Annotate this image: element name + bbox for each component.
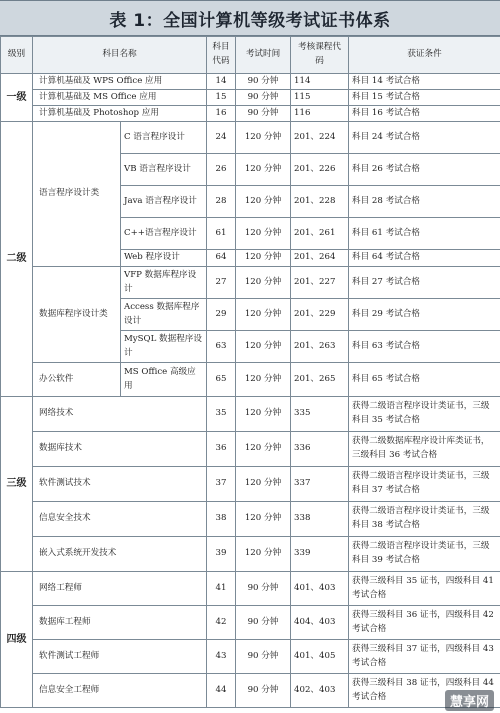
cert-condition: 科目 29 考试合格 — [349, 299, 500, 331]
exam-time: 120 分钟 — [236, 186, 291, 218]
table-row — [1, 606, 500, 640]
subject-code: 29 — [207, 299, 236, 331]
course-code: 201、265 — [291, 363, 349, 397]
subject-name: 数据库技术 — [33, 432, 207, 467]
subject-name: 计算机基础及 WPS Office 应用 — [33, 74, 207, 90]
table-row — [1, 502, 500, 537]
course-code: 201、263 — [291, 331, 349, 363]
exam-time: 120 分钟 — [236, 331, 291, 363]
exam-time: 90 分钟 — [236, 674, 291, 708]
course-code: 404、403 — [291, 606, 349, 640]
exam-time: 120 分钟 — [236, 218, 291, 250]
subject-code: 15 — [207, 90, 236, 106]
level-cell-1: 一级 — [1, 74, 33, 122]
header-level: 级别 — [1, 37, 33, 74]
subject-name: C 语言程序设计 — [121, 122, 207, 154]
cert-condition: 科目 24 考试合格 — [349, 122, 500, 154]
course-code: 339 — [291, 537, 349, 572]
course-code: 114 — [291, 74, 349, 90]
course-code: 402、403 — [291, 674, 349, 708]
cert-condition: 科目 28 考试合格 — [349, 186, 500, 218]
subject-code: 65 — [207, 363, 236, 397]
subject-code: 24 — [207, 122, 236, 154]
exam-time: 90 分钟 — [236, 572, 291, 606]
exam-time: 120 分钟 — [236, 467, 291, 502]
level-cell-3: 三级 — [1, 397, 33, 572]
course-code: 201、229 — [291, 299, 349, 331]
subject-code: 37 — [207, 467, 236, 502]
table-row — [1, 363, 500, 397]
exam-time: 120 分钟 — [236, 250, 291, 267]
table-row — [1, 572, 500, 606]
cert-condition: 科目 61 考试合格 — [349, 218, 500, 250]
course-code: 336 — [291, 432, 349, 467]
level-cell-4: 四级 — [1, 572, 33, 708]
exam-time: 90 分钟 — [236, 74, 291, 90]
course-code: 201、264 — [291, 250, 349, 267]
subject-code: 39 — [207, 537, 236, 572]
course-code: 401、405 — [291, 640, 349, 674]
header-row — [1, 37, 500, 74]
cert-condition: 获得二级语言程序设计类证书，三级科目 35 考试合格 — [349, 397, 500, 432]
table-row — [1, 537, 500, 572]
header-condition: 获证条件 — [349, 37, 500, 74]
course-code: 201、226 — [291, 154, 349, 186]
exam-time: 120 分钟 — [236, 299, 291, 331]
subject-name: 网络技术 — [33, 397, 207, 432]
subject-code: 28 — [207, 186, 236, 218]
subject-name: 数据库工程师 — [33, 606, 207, 640]
certificate-table — [0, 36, 500, 708]
subject-name: 信息安全技术 — [33, 502, 207, 537]
table-row — [1, 267, 500, 299]
subject-code: 38 — [207, 502, 236, 537]
course-code: 338 — [291, 502, 349, 537]
subject-code: 36 — [207, 432, 236, 467]
subject-code: 42 — [207, 606, 236, 640]
course-code: 116 — [291, 106, 349, 122]
exam-time: 90 分钟 — [236, 90, 291, 106]
course-code: 115 — [291, 90, 349, 106]
subject-name: MySQL 数据程序设计 — [121, 331, 207, 363]
cert-condition: 科目 65 考试合格 — [349, 363, 500, 397]
group-db: 数据库程序设计类 — [33, 267, 121, 363]
subject-name: 嵌入式系统开发技术 — [33, 537, 207, 572]
header-course: 考核课程代码 — [291, 37, 349, 74]
course-code: 201、224 — [291, 122, 349, 154]
subject-name: 网络工程师 — [33, 572, 207, 606]
subject-code: 26 — [207, 154, 236, 186]
subject-name: MS Office 高级应用 — [121, 363, 207, 397]
exam-time: 90 分钟 — [236, 640, 291, 674]
subject-name: 软件测试技术 — [33, 467, 207, 502]
table-row — [1, 74, 500, 90]
table-row — [1, 640, 500, 674]
table-row — [1, 467, 500, 502]
cert-condition: 科目 26 考试合格 — [349, 154, 500, 186]
subject-code: 64 — [207, 250, 236, 267]
cert-condition: 获得二级语言程序设计类证书，三级科目 39 考试合格 — [349, 537, 500, 572]
course-code: 401、403 — [291, 572, 349, 606]
watermark-logo: 慧享网 — [445, 690, 494, 711]
table-row — [1, 122, 500, 154]
cert-condition: 科目 27 考试合格 — [349, 267, 500, 299]
subject-name: 软件测试工程师 — [33, 640, 207, 674]
table-row — [1, 397, 500, 432]
course-code: 201、261 — [291, 218, 349, 250]
subject-code: 41 — [207, 572, 236, 606]
subject-name: Java 语言程序设计 — [121, 186, 207, 218]
exam-time: 120 分钟 — [236, 122, 291, 154]
subject-code: 14 — [207, 74, 236, 90]
cert-condition: 科目 16 考试合格 — [349, 106, 500, 122]
exam-time: 120 分钟 — [236, 502, 291, 537]
cert-condition: 科目 64 考试合格 — [349, 250, 500, 267]
table-row — [1, 432, 500, 467]
subject-code: 35 — [207, 397, 236, 432]
subject-code: 61 — [207, 218, 236, 250]
table-row — [1, 90, 500, 106]
table-row — [1, 674, 500, 708]
cert-condition: 科目 14 考试合格 — [349, 74, 500, 90]
group-office: 办公软件 — [33, 363, 121, 397]
header-subject: 科目名称 — [33, 37, 207, 74]
exam-time: 90 分钟 — [236, 606, 291, 640]
course-code: 201、228 — [291, 186, 349, 218]
subject-name: 信息安全工程师 — [33, 674, 207, 708]
exam-time: 90 分钟 — [236, 106, 291, 122]
table-row — [1, 106, 500, 122]
subject-code: 44 — [207, 674, 236, 708]
course-code: 337 — [291, 467, 349, 502]
exam-time: 120 分钟 — [236, 397, 291, 432]
cert-condition: 获得三级科目 38 证书，四级科目 44 考试合格 — [349, 674, 500, 708]
cert-condition: 获得三级科目 36 证书，四级科目 42 考试合格 — [349, 606, 500, 640]
header-code: 科目代码 — [207, 37, 236, 74]
group-lang: 语言程序设计类 — [33, 122, 121, 267]
header-time: 考试时间 — [236, 37, 291, 74]
subject-name: Web 程序设计 — [121, 250, 207, 267]
subject-name: 计算机基础及 MS Office 应用 — [33, 90, 207, 106]
course-code: 201、227 — [291, 267, 349, 299]
exam-time: 120 分钟 — [236, 267, 291, 299]
subject-name: VB 语言程序设计 — [121, 154, 207, 186]
exam-time: 120 分钟 — [236, 432, 291, 467]
exam-time: 120 分钟 — [236, 363, 291, 397]
cert-condition: 获得二级语言程序设计类证书，三级科目 38 考试合格 — [349, 502, 500, 537]
exam-time: 120 分钟 — [236, 537, 291, 572]
course-code: 335 — [291, 397, 349, 432]
table-title: 表 1：全国计算机等级考试证书体系 — [0, 0, 500, 36]
subject-name: 计算机基础及 Photoshop 应用 — [33, 106, 207, 122]
subject-code: 43 — [207, 640, 236, 674]
cert-condition: 获得三级科目 35 证书，四级科目 41 考试合格 — [349, 572, 500, 606]
cert-condition: 获得二级语言程序设计类证书，三级科目 37 考试合格 — [349, 467, 500, 502]
subject-name: VFP 数据库程序设计 — [121, 267, 207, 299]
cert-condition: 获得三级科目 37 证书，四级科目 43 考试合格 — [349, 640, 500, 674]
subject-code: 27 — [207, 267, 236, 299]
subject-name: Access 数据库程序设计 — [121, 299, 207, 331]
cert-condition: 科目 15 考试合格 — [349, 90, 500, 106]
subject-name: C++语言程序设计 — [121, 218, 207, 250]
cert-condition: 科目 63 考试合格 — [349, 331, 500, 363]
subject-code: 63 — [207, 331, 236, 363]
cert-condition: 获得二级数据库程序设计库类证书，三级科目 36 考试合格 — [349, 432, 500, 467]
exam-time: 120 分钟 — [236, 154, 291, 186]
level-cell-2: 二级 — [1, 122, 33, 397]
subject-code: 16 — [207, 106, 236, 122]
